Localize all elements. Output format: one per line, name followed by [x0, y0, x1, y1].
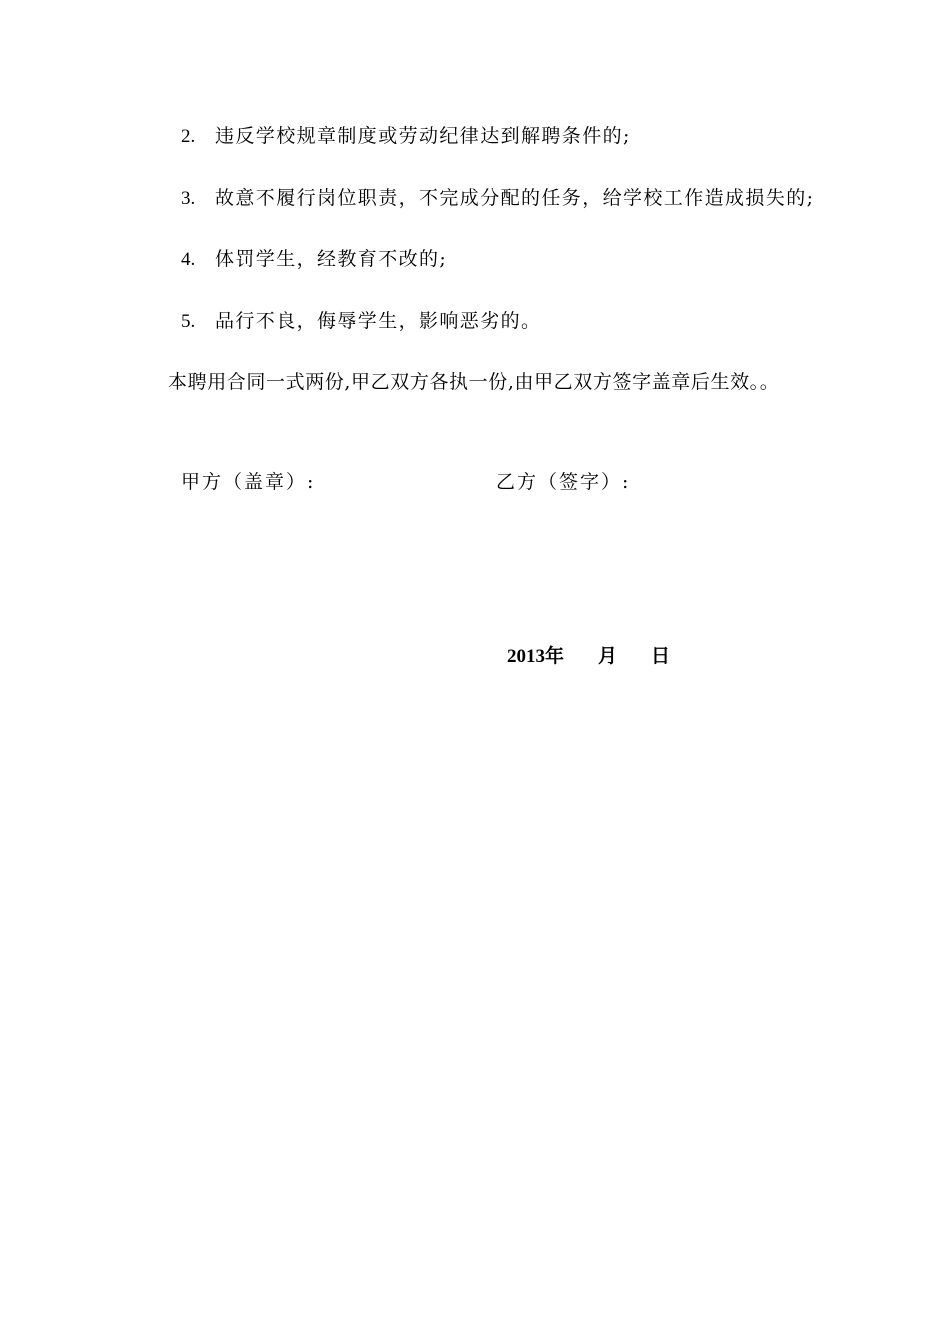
party-b-signature-label: 乙方（签字）: — [496, 471, 631, 493]
closing-paragraph: 本聘用合同一式两份,甲乙双方各执一份,由甲乙双方签字盖章后生效。。 — [168, 371, 780, 393]
date-year: 2013 — [507, 646, 545, 667]
list-item — [181, 123, 631, 150]
list-item-text: 违反学校规章制度或劳动纪律达到解聘条件的; — [215, 125, 631, 147]
date-day-unit: 日 — [651, 645, 671, 667]
list-item — [181, 246, 447, 273]
date-month-unit: 月 — [598, 645, 618, 667]
signing-date — [507, 643, 670, 670]
list-item — [181, 185, 814, 212]
list-item-number: 2. — [181, 126, 196, 147]
list-item-text: 品行不良，侮辱学生，影响恶劣的。 — [215, 310, 542, 332]
list-item-number: 4. — [181, 249, 196, 270]
list-item-text: 体罚学生，经教育不改的; — [215, 248, 448, 270]
list-item — [181, 308, 541, 335]
party-a-signature-label: 甲方（盖章）: — [181, 471, 316, 493]
date-year-unit: 年 — [545, 645, 565, 667]
list-item-number: 5. — [181, 311, 196, 332]
list-item-number: 3. — [181, 188, 196, 209]
list-item-text: 故意不履行岗位职责，不完成分配的任务，给学校工作造成损失的; — [215, 187, 815, 209]
